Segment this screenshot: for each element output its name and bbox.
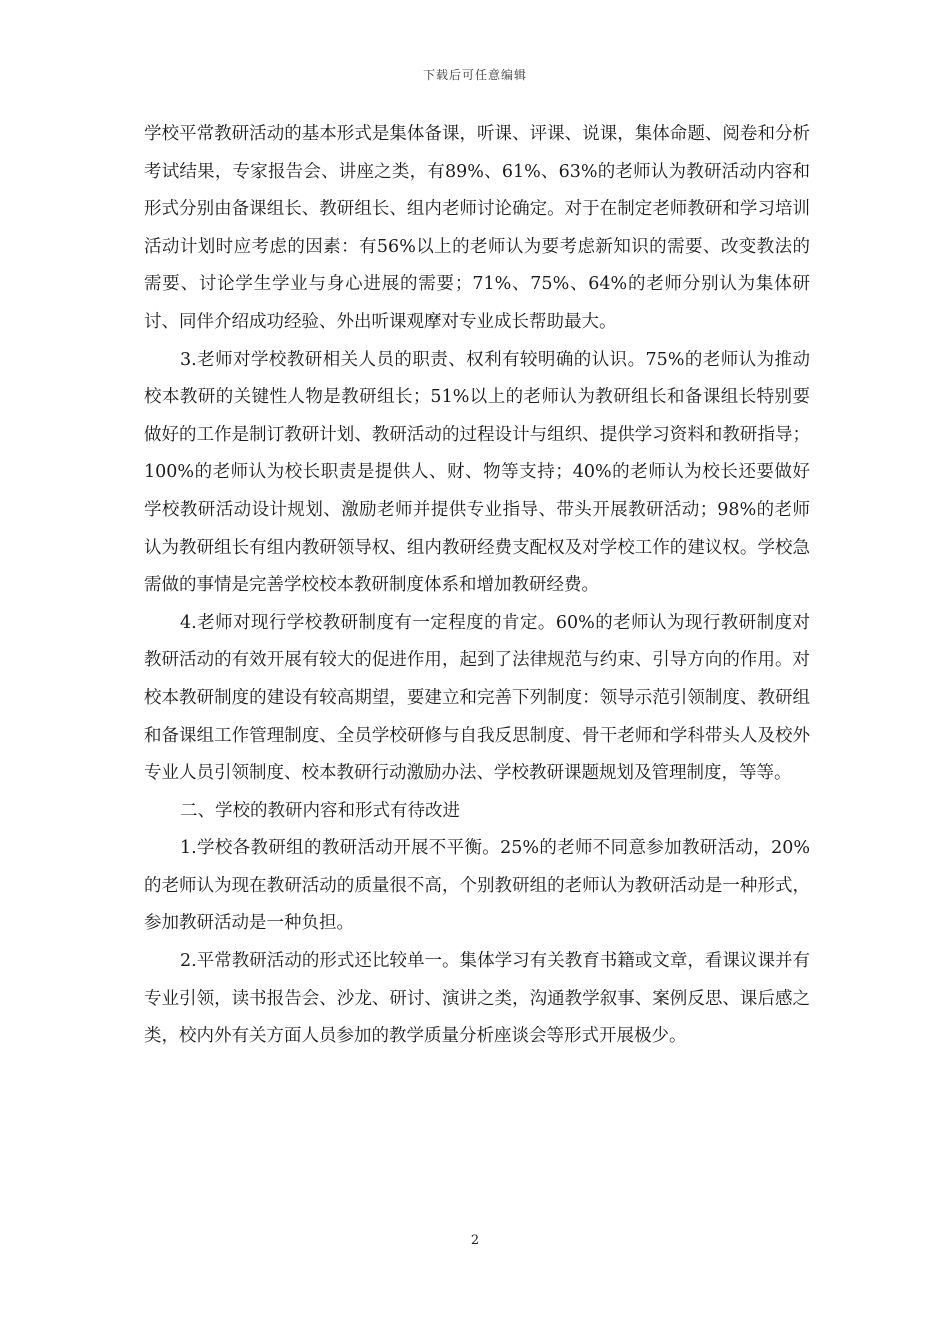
section-heading: 二、学校的教研内容和形式有待改进 (180, 800, 460, 821)
page-number: 2 (470, 1233, 480, 1248)
document-body (144, 116, 810, 1056)
paragraph-2: 3.老师对学校教研相关人员的职责、权利有较明确的认识。75%的老师认为推动校本教研的关键性人物是教研组长；51%以上的老师认为教研组长和备课组长特别要做好的工作是制订教研计划、教研活动的过程设计与组织、提供学习资料和教研指导；100%的老师认为校长职责是提供人、财、物等支持；40%的老师认为校长还要做好学校教研活动设计规划、激励老师并提供专业指导、带头开展教研活动；98%的老师认为教研组长有组内教研领导权、组内教研经费支配权及对学校工作的建议权。学校急需做的事情是完善学校校本教研制度体系和增加教研经费。 (144, 349, 810, 596)
paragraph-5: 2.平常教研活动的形式还比较单一。集体学习有关教育书籍或文章，看课议课并有专业引领，读书报告会、沙龙、研讨、演讲之类，沟通教学叙事、案例反思、课后感之类，校内外有关方面人员参加的教学质量分析座谈会等形式开展极少。 (144, 951, 810, 1047)
paragraph-1: 学校平常教研活动的基本形式是集体备课，听课、评课、说课，集体命题、阅卷和分析考试结果，专家报告会、讲座之类，有89%、61%、63%的老师认为教研活动内容和形式分别由备课组长、教研组长、组内老师讨论确定。对于在制定老师教研和学习培训活动计划时应考虑的因素：有56%以上的老师认为要考虑新知识的需要、改变教法的需要、讨论学生学业与身心进展的需要；71%、75%、64%的老师分别认为集体研讨、同伴介绍成功经验、外出听课观摩对专业成长帮助最大。 (144, 124, 810, 332)
page-header: 下载后可任意编辑 (422, 68, 527, 82)
paragraph-4: 1.学校各教研组的教研活动开展不平衡。25%的老师不同意参加教研活动，20%的老师认为现在教研活动的质量很不高，个别教研组的老师认为教研活动是一种形式，参加教研活动是一种负担。 (144, 838, 810, 934)
paragraph-3: 4.老师对现行学校教研制度有一定程度的肯定。60%的老师认为现行教研制度对教研活动的有效开展有较大的促进作用，起到了法律规范与约束、引导方向的作用。对校本教研制度的建设有较高期望，要建立和完善下列制度：领导示范引领制度、教研组和备课组工作管理制度、全员学校研修与自我反思制度、骨干老师和学科带头人及校外专业人员引领制度、校本教研行动激励办法、学校教研课题规划及管理制度，等等。 (144, 612, 810, 784)
